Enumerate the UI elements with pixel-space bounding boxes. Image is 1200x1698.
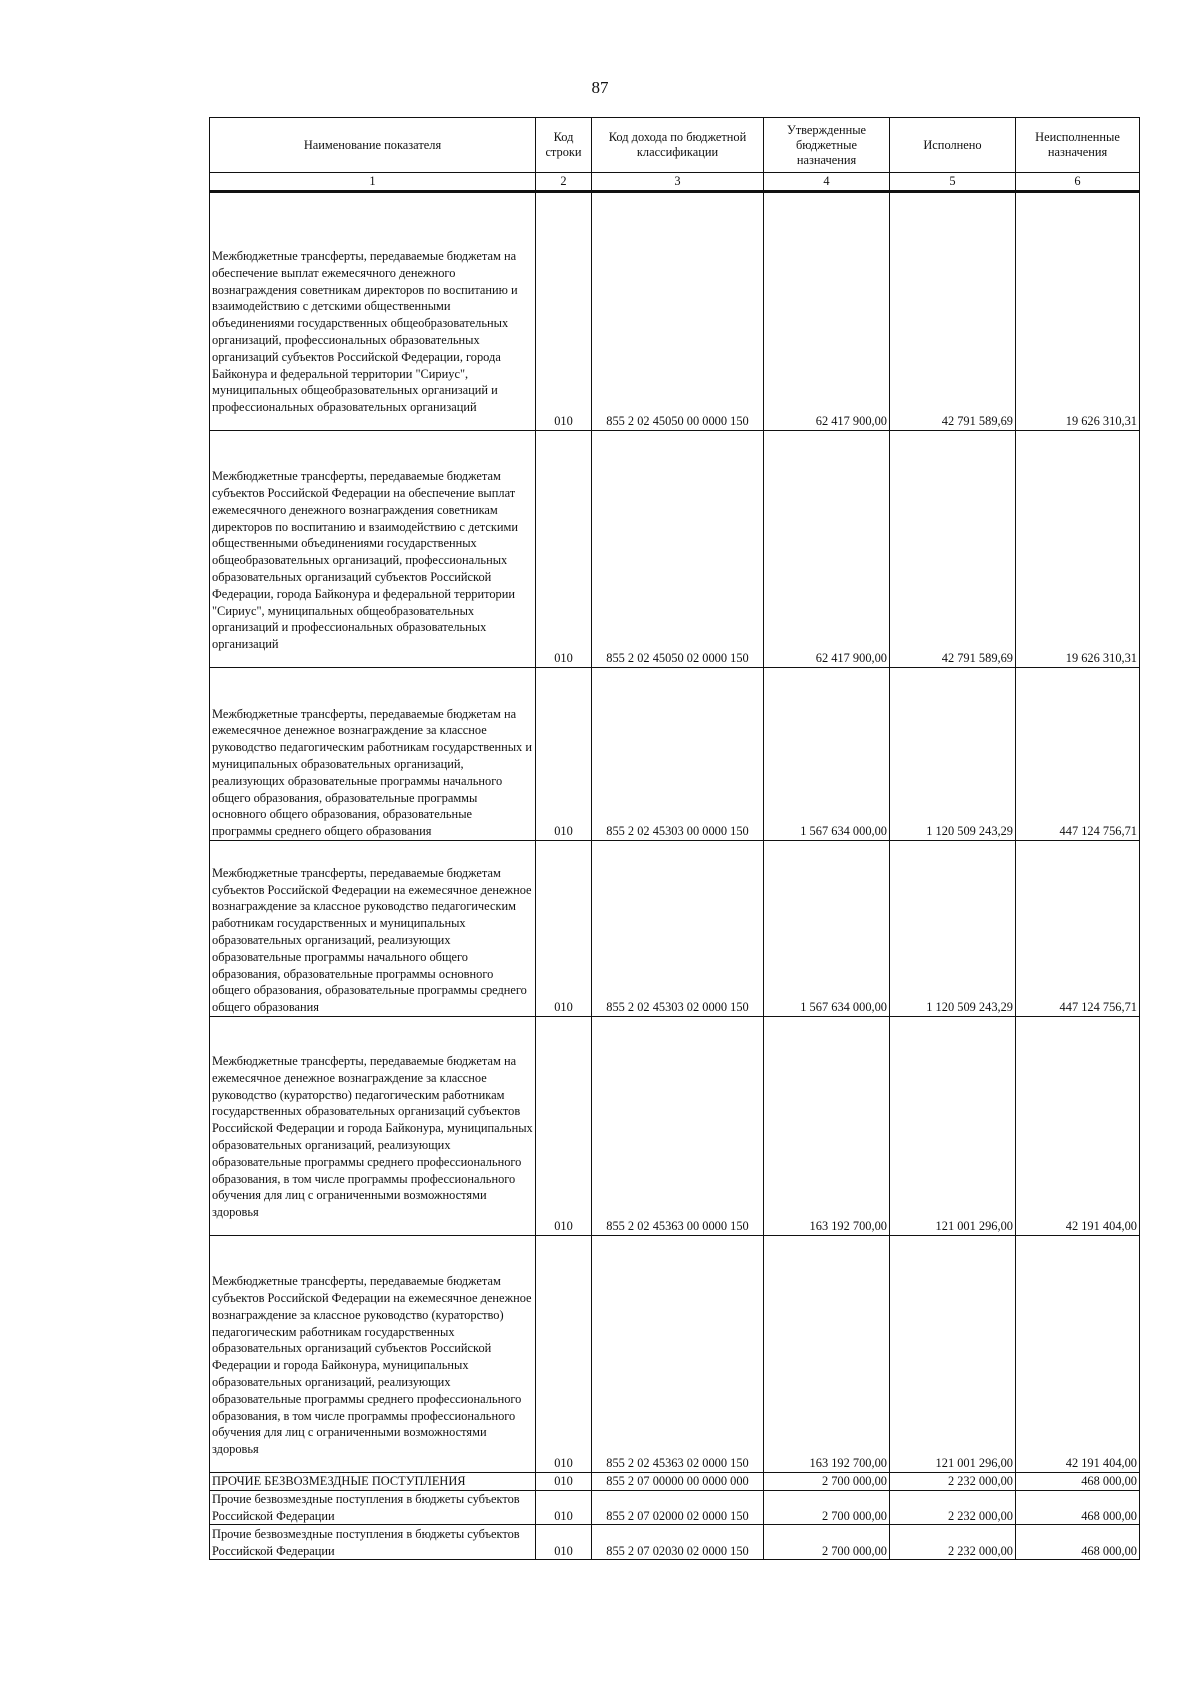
row-unexecuted: 468 000,00 — [1016, 1473, 1140, 1491]
row-name: ПРОЧИЕ БЕЗВОЗМЕЗДНЫЕ ПОСТУПЛЕНИЯ — [210, 1473, 536, 1491]
row-line-code: 010 — [536, 1490, 592, 1525]
row-unexecuted: 19 626 310,31 — [1016, 192, 1140, 431]
row-approved: 163 192 700,00 — [764, 1017, 890, 1236]
row-executed: 2 232 000,00 — [890, 1473, 1016, 1491]
row-income-code: 855 2 07 00000 00 0000 000 — [592, 1473, 764, 1491]
col-number: 5 — [890, 173, 1016, 192]
row-unexecuted: 468 000,00 — [1016, 1490, 1140, 1525]
row-executed: 42 791 589,69 — [890, 192, 1016, 431]
row-executed: 42 791 589,69 — [890, 431, 1016, 668]
row-line-code: 010 — [536, 668, 592, 841]
col-header-approved: Утвержденные бюджетные назначения — [764, 118, 890, 173]
row-approved: 163 192 700,00 — [764, 1236, 890, 1473]
row-line-code: 010 — [536, 1473, 592, 1491]
col-header-line-code: Код строки — [536, 118, 592, 173]
row-name: Межбюджетные трансферты, передаваемые бюджетам субъектов Российской Федерации на обеспечение выплат ежемесячного денежного вознаграждения советникам директоров по воспитанию и взаимодействию с детскими общественными объединениями государственных общеобразовательных организаций, профессиональных образовательных организаций субъектов Российской Федерации, города Байконура и федеральной территории "Сириус", муниципальных общеобразовательных организаций и профессиональных образовательных организаций — [210, 431, 536, 668]
row-name: Межбюджетные трансферты, передаваемые бюджетам субъектов Российской Федерации на ежемесячное денежное вознаграждение за классное руководство (кураторство) педагогическим работникам государственных образовательных организаций субъектов Российской Федерации и города Байконура, муниципальных образовательных организаций, реализующих образовательные программы среднего профессионального образования, в том числе программы профессионального обучения для лиц с ограниченными возможностями здоровья — [210, 1236, 536, 1473]
table-row — [210, 1473, 1140, 1491]
col-number: 3 — [592, 173, 764, 192]
row-name: Прочие безвозмездные поступления в бюджеты субъектов Российской Федерации — [210, 1490, 536, 1525]
row-name: Межбюджетные трансферты, передаваемые бюджетам субъектов Российской Федерации на ежемесячное денежное вознаграждение за классное руководство педагогическим работникам государственных и муниципальных образовательных организаций, реализующих образовательные программы начального общего образования, образовательные программы основного общего образования, образовательные программы среднего общего образования — [210, 841, 536, 1017]
table-row — [210, 841, 1140, 1017]
row-income-code: 855 2 07 02000 02 0000 150 — [592, 1490, 764, 1525]
col-number: 2 — [536, 173, 592, 192]
row-executed: 2 232 000,00 — [890, 1490, 1016, 1525]
row-executed: 121 001 296,00 — [890, 1017, 1016, 1236]
header-row — [210, 118, 1140, 173]
col-header-executed: Исполнено — [890, 118, 1016, 173]
col-number: 1 — [210, 173, 536, 192]
row-executed: 1 120 509 243,29 — [890, 841, 1016, 1017]
row-income-code: 855 2 02 45303 00 0000 150 — [592, 668, 764, 841]
table-row — [210, 668, 1140, 841]
row-name: Межбюджетные трансферты, передаваемые бюджетам на ежемесячное денежное вознаграждение за классное руководство педагогическим работникам государственных и муниципальных образовательных организаций, реализующих образовательные программы начального общего образования, образовательные программы основного общего образования, образовательные программы среднего общего образования — [210, 668, 536, 841]
col-number: 6 — [1016, 173, 1140, 192]
row-unexecuted: 42 191 404,00 — [1016, 1236, 1140, 1473]
row-unexecuted: 447 124 756,71 — [1016, 668, 1140, 841]
row-approved: 2 700 000,00 — [764, 1525, 890, 1560]
row-unexecuted: 42 191 404,00 — [1016, 1017, 1140, 1236]
row-line-code: 010 — [536, 1236, 592, 1473]
table-row — [210, 1236, 1140, 1473]
row-unexecuted: 468 000,00 — [1016, 1525, 1140, 1560]
budget-report-table — [209, 117, 1140, 1560]
table-row — [210, 192, 1140, 431]
row-approved: 1 567 634 000,00 — [764, 668, 890, 841]
table-row — [210, 431, 1140, 668]
row-income-code: 855 2 02 45050 00 0000 150 — [592, 192, 764, 431]
row-line-code: 010 — [536, 431, 592, 668]
row-executed: 121 001 296,00 — [890, 1236, 1016, 1473]
page-number: 87 — [591, 78, 609, 97]
row-name: Межбюджетные трансферты, передаваемые бюджетам на ежемесячное денежное вознаграждение за классное руководство (кураторство) педагогическим работникам государственных образовательных организаций субъектов Российской Федерации и города Байконура, муниципальных образовательных организаций, реализующих образовательные программы среднего профессионального образования, в том числе программы профессионального обучения для лиц с ограниченными возможностями здоровья — [210, 1017, 536, 1236]
row-unexecuted: 447 124 756,71 — [1016, 841, 1140, 1017]
table-row — [210, 1017, 1140, 1236]
row-income-code: 855 2 02 45050 02 0000 150 — [592, 431, 764, 668]
col-header-unexecuted: Неисполненные назначения — [1016, 118, 1140, 173]
row-line-code: 010 — [536, 841, 592, 1017]
col-header-name: Наименование показателя — [210, 118, 536, 173]
row-unexecuted: 19 626 310,31 — [1016, 431, 1140, 668]
row-executed: 1 120 509 243,29 — [890, 668, 1016, 841]
row-income-code: 855 2 02 45363 02 0000 150 — [592, 1236, 764, 1473]
column-number-row — [210, 173, 1140, 192]
table-row — [210, 1525, 1140, 1560]
row-income-code: 855 2 07 02030 02 0000 150 — [592, 1525, 764, 1560]
row-executed: 2 232 000,00 — [890, 1525, 1016, 1560]
row-line-code: 010 — [536, 192, 592, 431]
row-line-code: 010 — [536, 1525, 592, 1560]
row-approved: 62 417 900,00 — [764, 192, 890, 431]
table-row — [210, 1490, 1140, 1525]
row-income-code: 855 2 02 45363 00 0000 150 — [592, 1017, 764, 1236]
row-line-code: 010 — [536, 1017, 592, 1236]
col-header-income-code: Код дохода по бюджетной классификации — [592, 118, 764, 173]
row-approved: 2 700 000,00 — [764, 1490, 890, 1525]
row-approved: 2 700 000,00 — [764, 1473, 890, 1491]
row-income-code: 855 2 02 45303 02 0000 150 — [592, 841, 764, 1017]
col-number: 4 — [764, 173, 890, 192]
row-name: Прочие безвозмездные поступления в бюджеты субъектов Российской Федерации — [210, 1525, 536, 1560]
row-name: Межбюджетные трансферты, передаваемые бюджетам на обеспечение выплат ежемесячного денежного вознаграждения советникам директоров по воспитанию и взаимодействию с детскими общественными объединениями государственных общеобразовательных организаций, профессиональных образовательных организаций субъектов Российской Федерации, города Байконура и федеральной территории "Сириус", муниципальных общеобразовательных организаций и профессиональных образовательных организаций — [210, 192, 536, 431]
row-approved: 62 417 900,00 — [764, 431, 890, 668]
row-approved: 1 567 634 000,00 — [764, 841, 890, 1017]
